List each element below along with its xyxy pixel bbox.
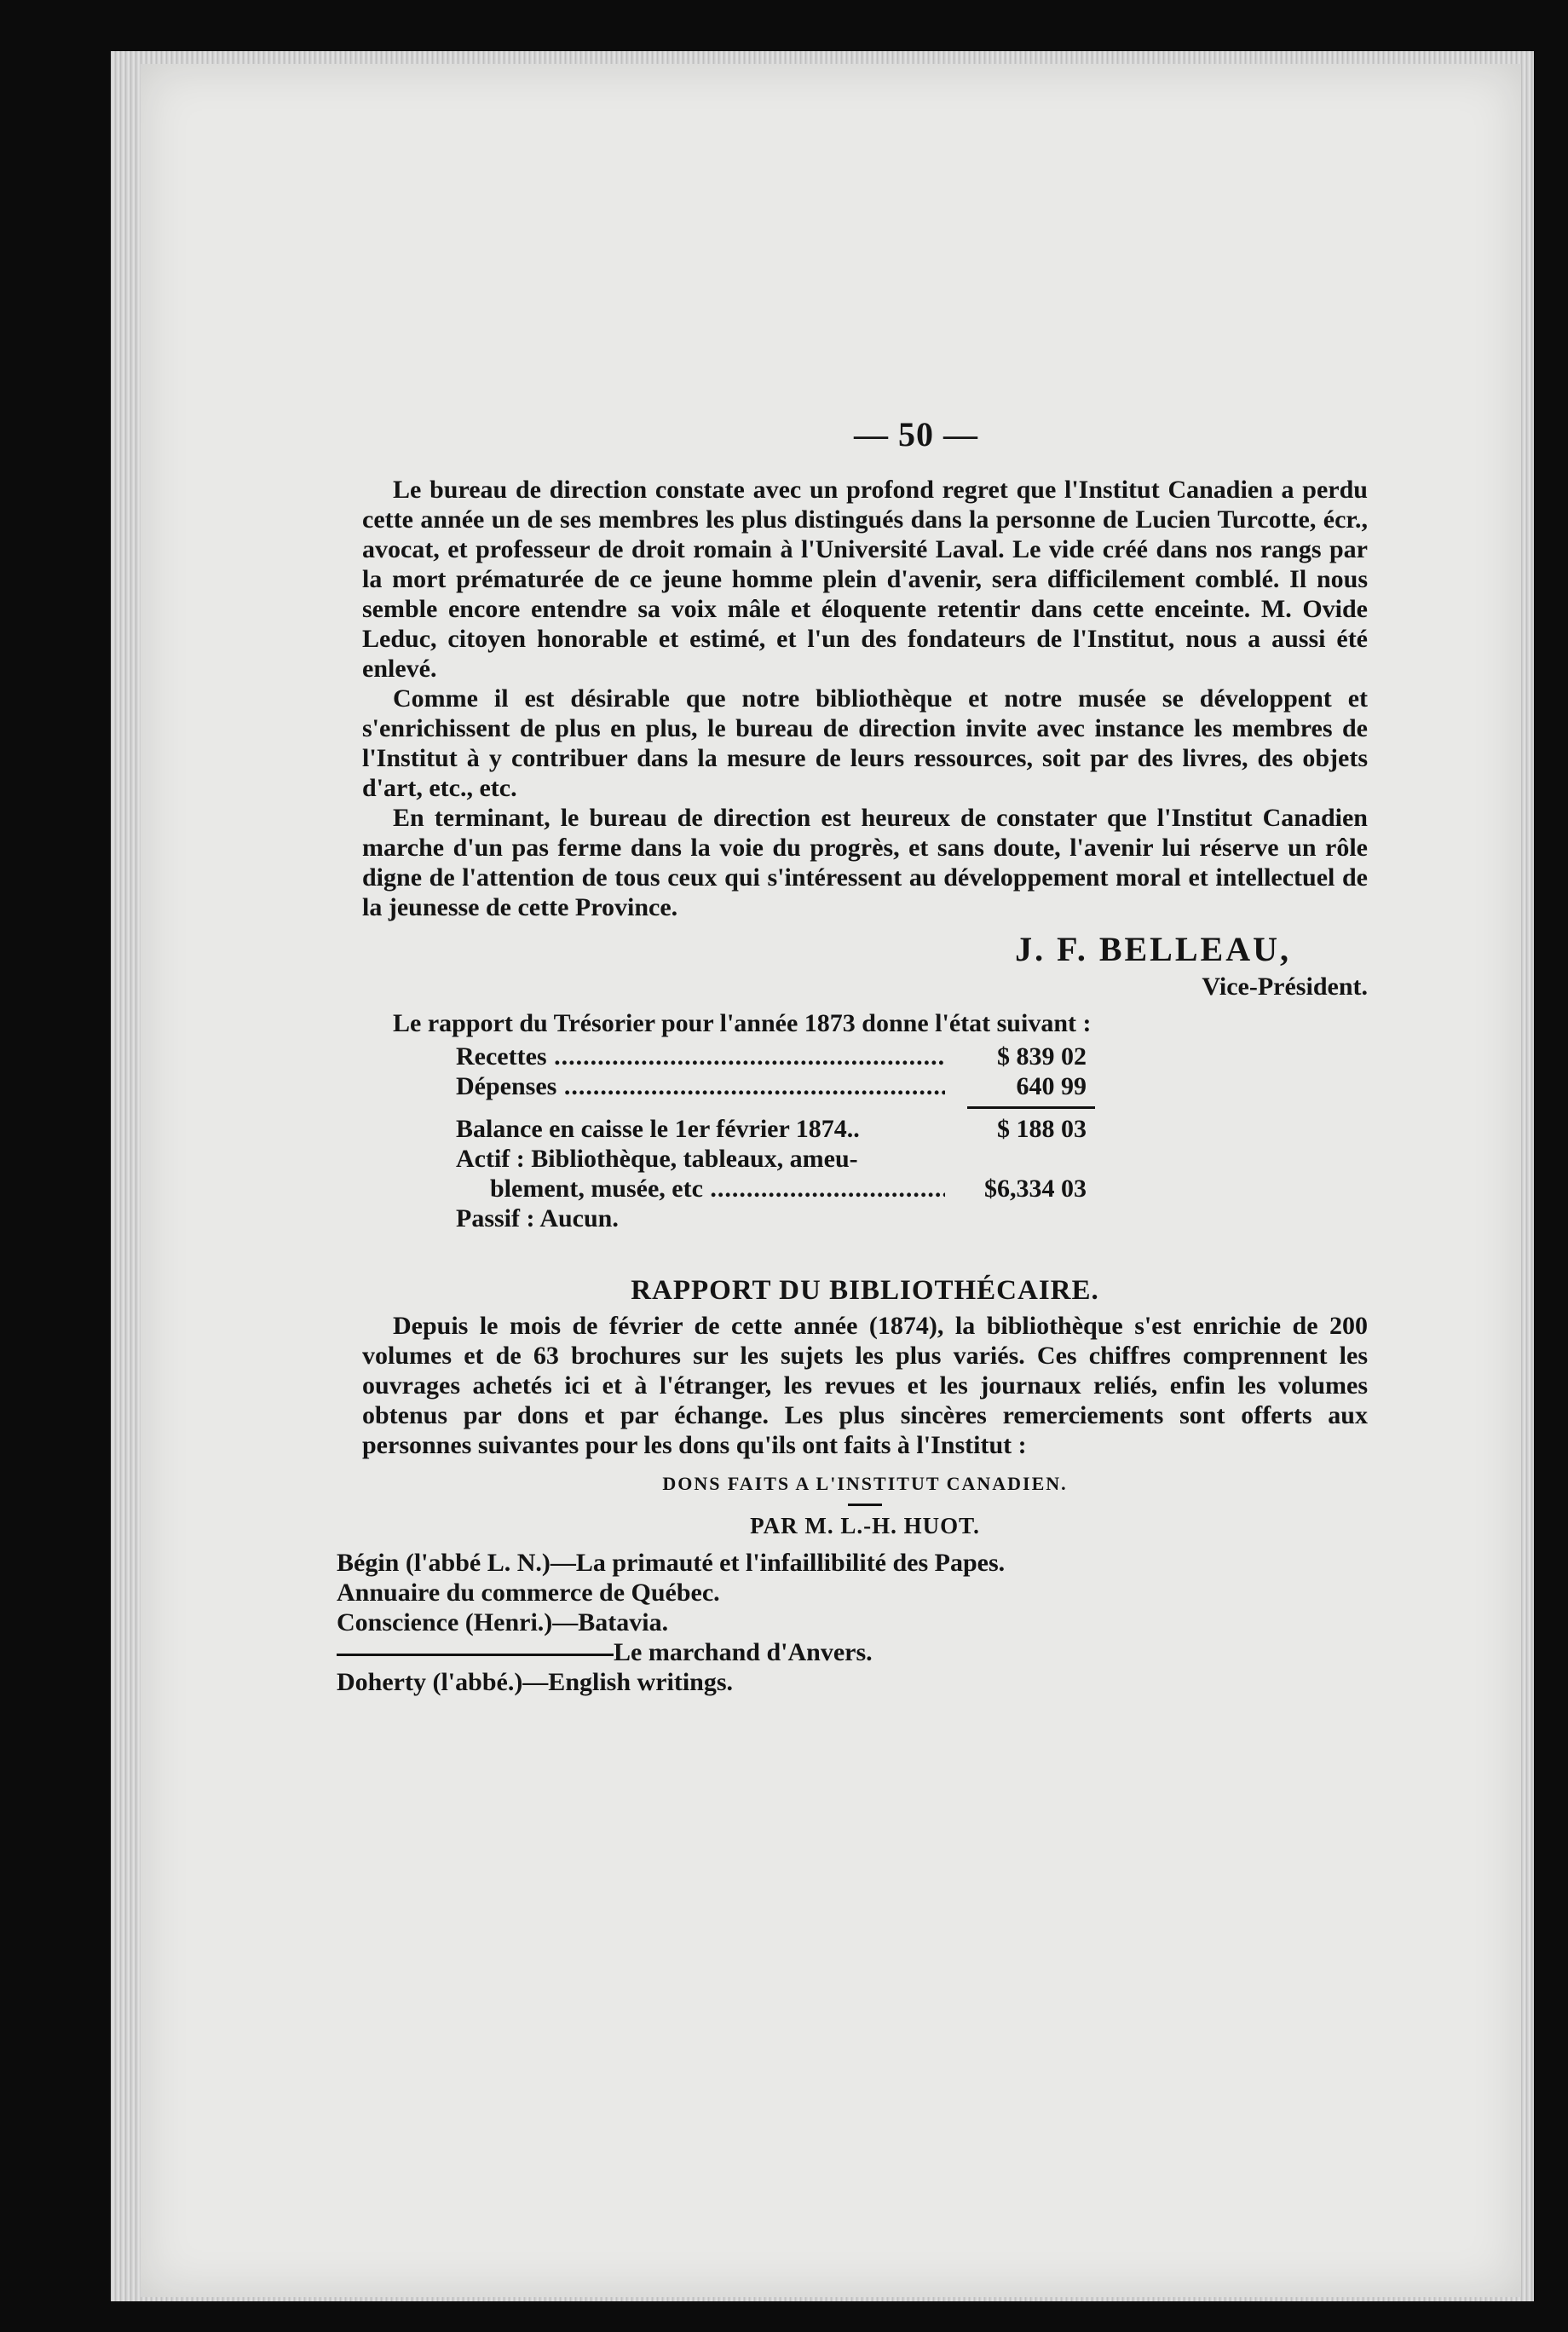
donor-name: PAR M. L.-H. HUOT. <box>750 1513 980 1538</box>
list-item: Annuaire du commerce de Québec. <box>337 1579 720 1607</box>
signature-name: J. F. BELLEAU, <box>1015 930 1291 968</box>
list-item: Bégin (l'abbé L. N.)—La primauté et l'infaillibilité des Papes. <box>337 1549 1006 1577</box>
ledger-amount-recettes: $ 839 02 <box>997 1042 1087 1071</box>
ledger-label-depenses: Dépenses ..... <box>456 1071 945 1101</box>
ledger-row-depenses <box>456 1071 1087 1101</box>
treasurer-intro: Le rapport du Trésorier pour l'année 1873 donne l'état suivant : <box>393 1009 1092 1037</box>
paragraph-library-report: Depuis le mois de février de cette année (1874), la bibliothèque s'est enrichie de 200 volumes et de 63 brochures sur les sujets les plus variés. Ces chiffres comprennent les ouvrages achetés ici et à l'étranger, les revues et les journaux reliés, enfin les volumes obtenus par dons et par échange. Les plus sincères remerciements sont offerts aux personnes suivantes pour les dons qu'ils ont faits à l'Institut : <box>362 1312 1368 1459</box>
ledger-row-actif <box>456 1174 1087 1204</box>
ledger-sum-rule <box>967 1106 1095 1109</box>
ledger-amount-actif: $6,334 03 <box>984 1175 1087 1203</box>
page-number: — 50 — <box>854 415 978 453</box>
ledger-amount-balance: $ 188 03 <box>997 1115 1087 1143</box>
ledger-label-balance: Balance en caisse le 1er février 1874.. <box>456 1115 860 1143</box>
ledger-row-recettes <box>456 1042 1087 1071</box>
paragraph-library-appeal: Comme il est désirable que notre bibliothèque et notre musée se développent et s'enrichissent de plus en plus, le bureau de direction invite avec instance les membres de l'Institut à y contribuer dans la mesure de leurs ressources, soit par des livres, des objets d'art, etc., etc. <box>362 684 1368 802</box>
paragraph-conclusion: En terminant, le bureau de direction est heureux de constater que l'Institut Canadien marche d'un pas ferme dans la voie du progrès, et sans doute, l'avenir lui réserve un rôle digne de l'attention de tous ceux qui s'intéressent au développement moral et intellectuel de la jeunesse de cette Province. <box>362 804 1368 921</box>
donations-rule <box>848 1504 882 1506</box>
page-content <box>337 413 1368 1697</box>
paragraph-condolences: Le bureau de direction constate avec un profond regret que l'Institut Canadien a perdu cette année un de ses membres les plus distingués dans la personne de Lucien Turcotte, écr., avocat, et professeur de droit romain à l'Université Laval. Le vide créé dans nos rangs par la mort prématurée de ce jeune homme plein d'avenir, sera difficilement comblé. Il nous semble encore entendre sa voix mâle et éloquente retentir dans cette enceinte. M. Ovide Leduc, citoyen honorable et estimé, et l'un des fondateurs de l'Institut, nous a aussi été enlevé. <box>362 476 1368 683</box>
library-report-heading: RAPPORT DU BIBLIOTHÉCAIRE. <box>631 1275 1099 1306</box>
signature-title: Vice-Président. <box>1202 973 1368 1001</box>
ledger-label-actif: Actif : Bibliothèque, tableaux, ameu- <box>456 1145 858 1173</box>
list-item-text: Le marchand d'Anvers. <box>614 1638 873 1666</box>
ledger-label-actif-cont: blement, musée, etc ..... <box>490 1174 945 1204</box>
ditto-rule <box>337 1654 614 1656</box>
treasurer-ledger <box>456 1042 1087 1233</box>
ledger-amount-depenses: 640 99 <box>1016 1072 1087 1100</box>
ledger-row-balance <box>456 1114 1087 1144</box>
list-item: Conscience (Henri.)—Batavia. <box>337 1608 669 1636</box>
donations-list <box>337 1548 1368 1697</box>
ledger-label-passif: Passif : Aucun. <box>456 1204 619 1232</box>
list-item-ditto <box>337 1637 1368 1667</box>
list-item: Doherty (l'abbé.)—English writings. <box>337 1668 734 1696</box>
donations-heading: DONS FAITS A L'INSTITUT CANADIEN. <box>662 1473 1068 1494</box>
ledger-label-recettes: Recettes ..... <box>456 1042 945 1071</box>
